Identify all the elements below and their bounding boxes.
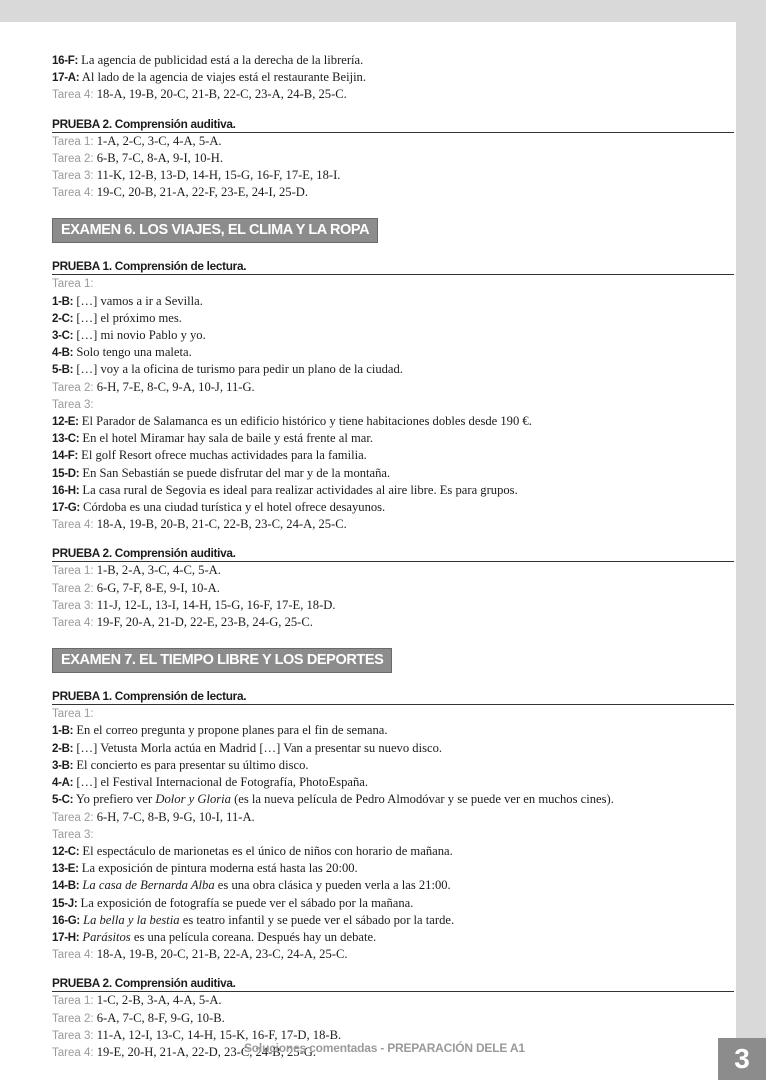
answer-text: 18-A, 19-B, 20-C, 21-B, 22-C, 23-A, 24-B, 25-C. — [93, 87, 347, 102]
answer-block — [52, 52, 734, 104]
answer-line — [52, 293, 734, 310]
tarea-line — [52, 184, 734, 201]
answer-line — [52, 344, 734, 361]
answer-text: 1-A, 2-C, 3-C, 4-A, 5-A. — [93, 133, 222, 148]
answer-text: El golf Resort ofrece muchas actividades para la familia. — [77, 448, 367, 463]
answer-text: 1-C, 2-B, 3-A, 4-A, 5-A. — [93, 993, 222, 1008]
answer-line — [52, 722, 734, 739]
answer-text: 18-A, 19-B, 20-C, 21-B, 22-A, 23-C, 24-A, 25-C. — [93, 947, 348, 962]
scan-right-edge — [736, 0, 766, 1080]
tarea-label: Tarea 4: — [52, 949, 94, 962]
answer-line — [52, 310, 734, 327]
answer-text: 1-B, 2-A, 3-C, 4-C, 5-A. — [93, 563, 221, 578]
answer-tag: 15-D: — [52, 467, 80, 480]
answer-tag: 13-E: — [52, 863, 79, 876]
tarea-label: Tarea 1: — [52, 278, 94, 291]
tarea-label: Tarea 3: — [52, 398, 94, 411]
answer-text: En San Sebastián se puede disfrutar del mar y de la montaña. — [79, 465, 391, 480]
prueba-section — [52, 117, 734, 202]
answer-text: La exposición de pintura moderna está hasta las 20:00. — [78, 861, 358, 876]
answer-text: 6-G, 7-F, 8-E, 9-I, 10-A. — [93, 580, 220, 595]
answer-line — [52, 757, 734, 774]
tarea-label: Tarea 4: — [52, 617, 94, 630]
page-number: 3 — [718, 1038, 766, 1080]
tarea-line — [52, 133, 734, 150]
tarea-line — [52, 946, 734, 963]
answer-text: 18-A, 19-B, 20-B, 21-C, 22-B, 23-C, 24-A, 25-C. — [93, 517, 347, 532]
answer-line — [52, 895, 734, 912]
tarea-line — [52, 597, 734, 614]
prueba-title: PRUEBA 1. Comprensión de lectura. — [52, 259, 734, 275]
tarea-label: Tarea 3: — [52, 1029, 94, 1042]
tarea-label: Tarea 4: — [52, 1046, 94, 1059]
answer-line — [52, 465, 734, 482]
answer-line — [52, 69, 734, 86]
answer-text-continued: es una película coreana. Después hay un debate. — [130, 929, 377, 944]
prueba-section — [52, 689, 734, 963]
answer-tag: 17-A: — [52, 72, 80, 85]
tarea-line — [52, 86, 734, 103]
answer-tag: 4-B: — [52, 347, 74, 360]
answer-text: La casa rural de Segovia es ideal para realizar actividades al aire libre. Es para grupos. — [79, 482, 518, 497]
answer-text-continued: (es la nueva película de Pedro Almodóvar y se puede ver en muchos cines). — [230, 792, 614, 807]
title-italic: La casa de Bernarda Alba — [82, 878, 215, 893]
tarea-label: Tarea 3: — [52, 170, 94, 183]
exam-heading — [52, 201, 734, 246]
tarea-line — [52, 992, 734, 1009]
answer-tag: 14-B: — [52, 880, 80, 893]
answer-line — [52, 843, 734, 860]
answer-tag: 1-B: — [52, 725, 74, 738]
tarea-line — [52, 396, 734, 413]
tarea-line — [52, 1010, 734, 1027]
answer-text: El concierto es para presentar su último disco. — [73, 757, 309, 772]
answer-text: 11-K, 12-B, 13-D, 14-H, 15-G, 16-F, 17-E, 18-I. — [93, 168, 341, 183]
answer-text: Solo tengo una maleta. — [73, 345, 192, 360]
answer-key-page — [52, 52, 734, 1061]
answer-tag: 3-C: — [52, 330, 74, 343]
exam-title: EXAMEN 7. EL TIEMPO LIBRE Y LOS DEPORTES — [52, 648, 392, 673]
answer-text: 6-B, 7-C, 8-A, 9-I, 10-H. — [93, 150, 223, 165]
scan-top-edge — [0, 0, 766, 22]
title-italic: Parásitos — [82, 929, 131, 944]
title-italic: La bella y la bestia — [83, 912, 180, 927]
answer-tag: 12-C: — [52, 845, 80, 858]
answer-text: […] el próximo mes. — [73, 310, 182, 325]
answer-text: La agencia de publicidad está a la derecha de la librería. — [77, 53, 364, 67]
answer-text: […] voy a la oficina de turismo para pedir un plano de la ciudad. — [73, 362, 403, 377]
prueba-title: PRUEBA 2. Comprensión auditiva. — [52, 546, 734, 562]
prueba-title: PRUEBA 2. Comprensión auditiva. — [52, 117, 734, 133]
answer-line — [52, 361, 734, 378]
answer-line — [52, 929, 734, 946]
answer-line — [52, 499, 734, 516]
answer-text: 19-E, 20-H, 21-A, 22-D, 23-C, 24-B, 25-G. — [93, 1044, 317, 1059]
tarea-line — [52, 150, 734, 167]
tarea-label: Tarea 3: — [52, 828, 94, 841]
answer-line — [52, 860, 734, 877]
answer-line — [52, 447, 734, 464]
answer-text-continued: es una obra clásica y pueden verla a las 21:00. — [214, 878, 451, 893]
answer-text: 19-C, 20-B, 21-A, 22-F, 23-E, 24-I, 25-D. — [93, 185, 309, 200]
answer-tag: 14-F: — [52, 450, 78, 463]
answer-tag: 15-J: — [52, 897, 78, 910]
tarea-line — [52, 614, 734, 631]
answer-text: […] el Festival Internacional de Fotografía, PhotoEspaña. — [73, 775, 368, 790]
tarea-label: Tarea 4: — [52, 187, 94, 200]
tarea-line — [52, 705, 734, 722]
answer-line — [52, 430, 734, 447]
answer-line — [52, 774, 734, 791]
answer-line — [52, 791, 734, 808]
answer-tag: 12-E: — [52, 416, 79, 429]
tarea-label: Tarea 2: — [52, 152, 94, 165]
tarea-line — [52, 562, 734, 579]
answer-tag: 3-B: — [52, 759, 74, 772]
answer-tag: 13-C: — [52, 433, 80, 446]
answer-tag: 17-H: — [52, 931, 80, 944]
prueba-title: PRUEBA 1. Comprensión de lectura. — [52, 689, 734, 705]
answer-text: 11-J, 12-L, 13-I, 14-H, 15-G, 16-F, 17-E, 18-D. — [93, 597, 336, 612]
answer-text: Yo prefiero ver — [73, 792, 156, 807]
answer-line — [52, 52, 734, 69]
answer-text: En el correo pregunta y propone planes para el fin de semana. — [73, 723, 388, 738]
answer-text: El espectáculo de marionetas es el único de niños con horario de mañana. — [79, 843, 453, 858]
tarea-label: Tarea 1: — [52, 135, 94, 148]
tarea-label: Tarea 1: — [52, 708, 94, 721]
answer-tag: 2-B: — [52, 742, 74, 755]
tarea-line — [52, 580, 734, 597]
answer-tag: 16-H: — [52, 484, 80, 497]
answer-text: 6-H, 7-C, 8-B, 9-G, 10-I, 11-A. — [93, 809, 255, 824]
exam-title: EXAMEN 6. LOS VIAJES, EL CLIMA Y LA ROPA — [52, 218, 378, 243]
tarea-label: Tarea 3: — [52, 599, 94, 612]
answer-tag: 17-G: — [52, 502, 80, 515]
tarea-line — [52, 275, 734, 292]
answer-text-continued: es teatro infantil y se puede ver el sábado por la tarde. — [179, 912, 455, 927]
answer-line — [52, 413, 734, 430]
tarea-line — [52, 809, 734, 826]
answer-line — [52, 482, 734, 499]
answer-text: 6-H, 7-E, 8-C, 9-A, 10-J, 11-G. — [93, 379, 255, 394]
tarea-label: Tarea 4: — [52, 89, 94, 102]
answer-text: […] mi novio Pablo y yo. — [73, 328, 206, 343]
tarea-label: Tarea 4: — [52, 519, 94, 532]
tarea-line — [52, 167, 734, 184]
answer-text: 19-F, 20-A, 21-D, 22-E, 23-B, 24-G, 25-C. — [93, 615, 313, 630]
prueba-section — [52, 259, 734, 533]
answer-tag: 16-F: — [52, 55, 78, 67]
page-footer: Soluciones comentadas - PREPARACIÓN DELE A1 — [244, 1041, 525, 1055]
prueba-title: PRUEBA 2. Comprensión auditiva. — [52, 976, 734, 992]
answer-text: La exposición de fotografía se puede ver el sábado por la mañana. — [77, 895, 414, 910]
answer-text: Córdoba es una ciudad turística y el hotel ofrece desayunos. — [79, 500, 386, 515]
answer-text: 6-A, 7-C, 8-F, 9-G, 10-B. — [93, 1010, 225, 1025]
tarea-label: Tarea 2: — [52, 582, 94, 595]
tarea-label: Tarea 1: — [52, 995, 94, 1008]
answer-text: 11-A, 12-I, 13-C, 14-H, 15-K, 16-F, 17-D, 18-B. — [93, 1027, 342, 1042]
answer-tag: 5-C: — [52, 794, 74, 807]
tarea-line — [52, 826, 734, 843]
answer-tag: 4-A: — [52, 777, 74, 790]
answer-line — [52, 327, 734, 344]
answer-text: En el hotel Miramar hay sala de baile y está frente al mar. — [79, 431, 373, 446]
answer-tag: 2-C: — [52, 312, 74, 325]
answer-tag: 5-B: — [52, 364, 74, 377]
exam-heading — [52, 631, 734, 676]
tarea-line — [52, 379, 734, 396]
tarea-label: Tarea 1: — [52, 565, 94, 578]
tarea-label: Tarea 2: — [52, 381, 94, 394]
answer-text: […] vamos a ir a Sevilla. — [73, 293, 203, 308]
tarea-line — [52, 516, 734, 533]
answer-line — [52, 740, 734, 757]
tarea-label: Tarea 2: — [52, 811, 94, 824]
answer-line — [52, 877, 734, 894]
tarea-label: Tarea 2: — [52, 1012, 94, 1025]
answer-tag: 16-G: — [52, 914, 80, 927]
answer-text: El Parador de Salamanca es un edificio histórico y tiene habitaciones dobles desde 190 €. — [78, 414, 532, 429]
title-italic: Dolor y Gloria — [155, 792, 231, 807]
answer-text: Al lado de la agencia de viajes está el restaurante Beijin. — [79, 70, 367, 85]
answer-text: […] Vetusta Morla actúa en Madrid […] Van a presentar su nuevo disco. — [73, 740, 443, 755]
answer-line — [52, 912, 734, 929]
answer-tag: 1-B: — [52, 295, 74, 308]
prueba-section — [52, 546, 734, 631]
